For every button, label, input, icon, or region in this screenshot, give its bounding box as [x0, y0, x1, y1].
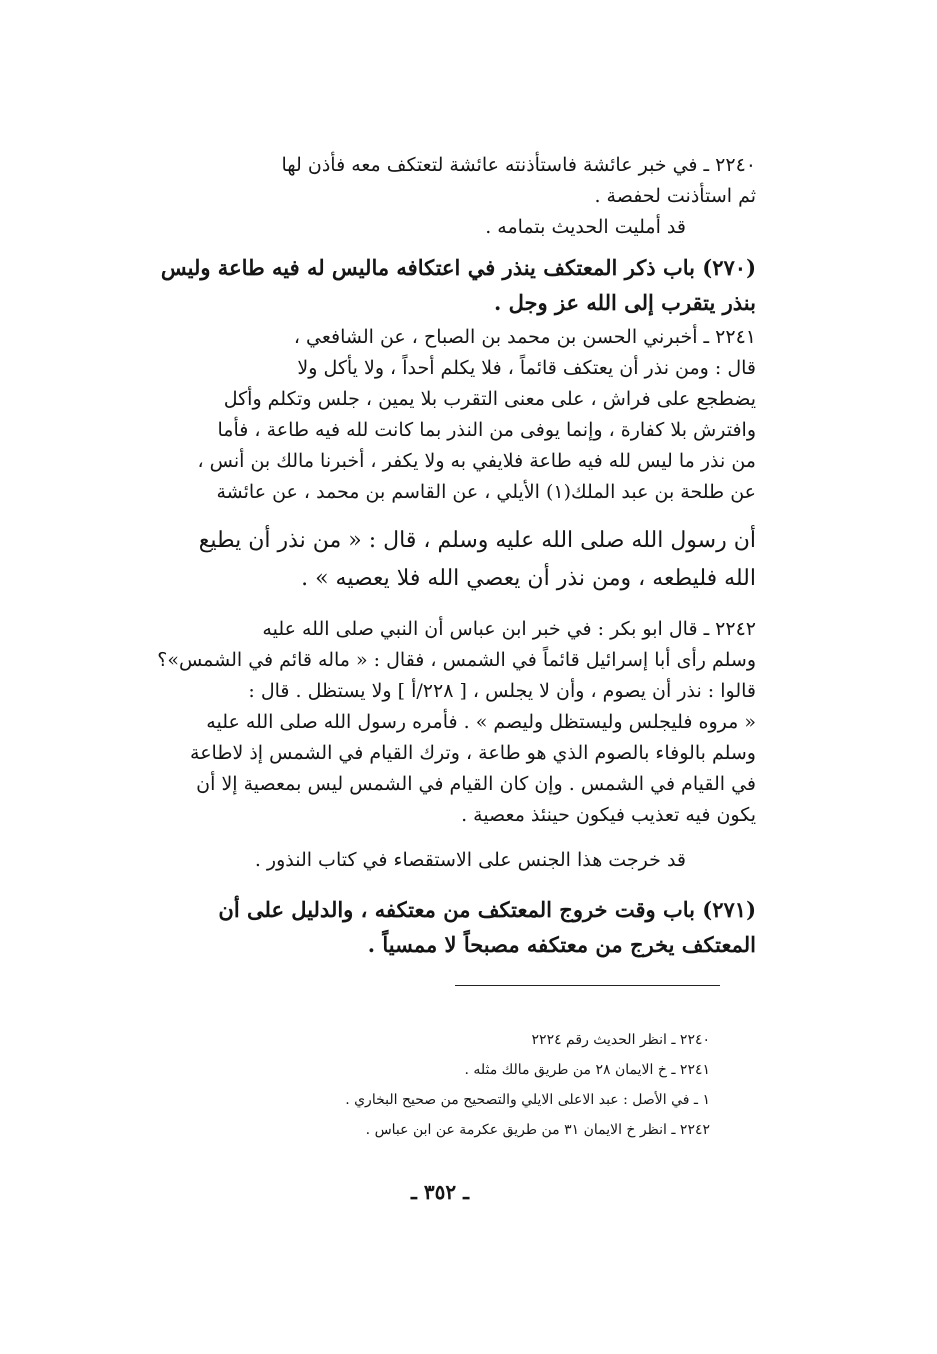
text-line: ٢٢٤٢ ـ قال ابو بكر : في خبر ابن عباس أن النبي صلى الله عليه [262, 618, 756, 640]
text-line: أن رسول الله صلى الله عليه وسلم ، قال : « من نذر أن يطيع [198, 528, 756, 553]
text-line: يكون فيه تعذيب فيكون حينئذ معصية . [461, 804, 756, 826]
text-line: يضطجع على فراش ، على معنى التقرب بلا يمين ، جلس وتكلم وأكل [223, 388, 756, 410]
text-line: « مروه فليجلس وليستظل وليصم » . فأمره رسول الله صلى الله عليه [206, 711, 756, 733]
footnote: ١ ـ في الأصل : عبد الاعلى الايلي والتصحيح من صحيح البخاري . [345, 1092, 710, 1108]
text-line: عن طلحة بن عبد الملك(١) الأيلي ، عن القاسم بن محمد ، عن عائشة [216, 481, 756, 503]
text-line: وسلم رأى أبا إسرائيل قائماً في الشمس ، فقال : « ماله قائم في الشمس»؟ [157, 649, 756, 671]
text-line: الله فليطعه ، ومن نذر أن يعصي الله فلا يعصيه » . [301, 566, 756, 591]
text-line: من نذر ما ليس لله فيه طاعة فلايفي به ولا يكفر ، أخبرنا مالك بن أنس ، [197, 450, 756, 472]
hadith-2241 [96, 322, 756, 508]
text-line: قالوا : نذر أن يصوم ، وأن لا يجلس ، [ ٢٢٨/أ ] ولا يستظل . قال : [248, 680, 756, 702]
text-line: ٢٢٤٠ ـ في خبر عائشة فاستأذنته عائشة لتعتكف معه فأذن لها [281, 154, 756, 176]
heading-line: (٢٧٠) باب ذكر المعتكف ينذر في اعتكافه ماليس له فيه طاعة وليس [160, 255, 756, 280]
footnotes [200, 1025, 710, 1145]
text-line: قال : ومن نذر أن يعتكف قائماً ، فلا يكلم أحداً ، ولا يأكل ولا [297, 357, 756, 379]
text-line: وسلم بالوفاء بالصوم الذي هو طاعة ، وترك القيام في الشمس إذ لاطاعة [190, 742, 756, 764]
footnote: ٢٢٤٢ ـ انظر خ الايمان ٣١ من طريق عكرمة عن ابن عباس . [365, 1122, 710, 1138]
heading-line: بنذر يتقرب إلى الله عز وجل . [493, 290, 756, 315]
text-line: ثم استأذنت لحفصة . [594, 185, 756, 207]
chapter-heading-270 [96, 250, 756, 320]
hadith-2242-note [96, 845, 756, 876]
footnote-separator [455, 985, 720, 986]
heading-line: (٢٧١) باب وقت خروج المعتكف من معتكفه ، والدليل على أن [218, 897, 756, 922]
heading-line: المعتكف يخرج من معتكفه مصبحاً لا ممسياً . [367, 932, 756, 957]
footnote: ٢٢٤٠ ـ انظر الحديث رقم ٢٢٢٤ [531, 1032, 710, 1048]
footnote: ٢٢٤١ ـ خ الايمان ٢٨ من طريق مالك مثله . [464, 1062, 710, 1078]
editor-note: قد أمليت الحديث بتمامه . [485, 216, 686, 238]
hadith-2241-matn [96, 522, 756, 598]
editor-note: قد خرجت هذا الجنس على الاستقصاء في كتاب النذور . [254, 849, 686, 871]
hadith-2240 [96, 150, 756, 243]
page-number: ـ ٣٥٢ ـ [411, 1180, 469, 1204]
text-line: ٢٢٤١ ـ أخبرني الحسن بن محمد بن الصباح ، عن الشافعي ، [293, 326, 756, 348]
chapter-heading-271 [96, 892, 756, 962]
text-line: وافترش بلا كفارة ، وإنما يوفى من النذر بما كانت لله فيه طاعة ، فأما [217, 419, 756, 441]
text-line: في القيام في الشمس . وإن كان القيام في الشمس ليس بمعصية إلا أن [196, 773, 756, 795]
hadith-2242 [96, 614, 756, 831]
